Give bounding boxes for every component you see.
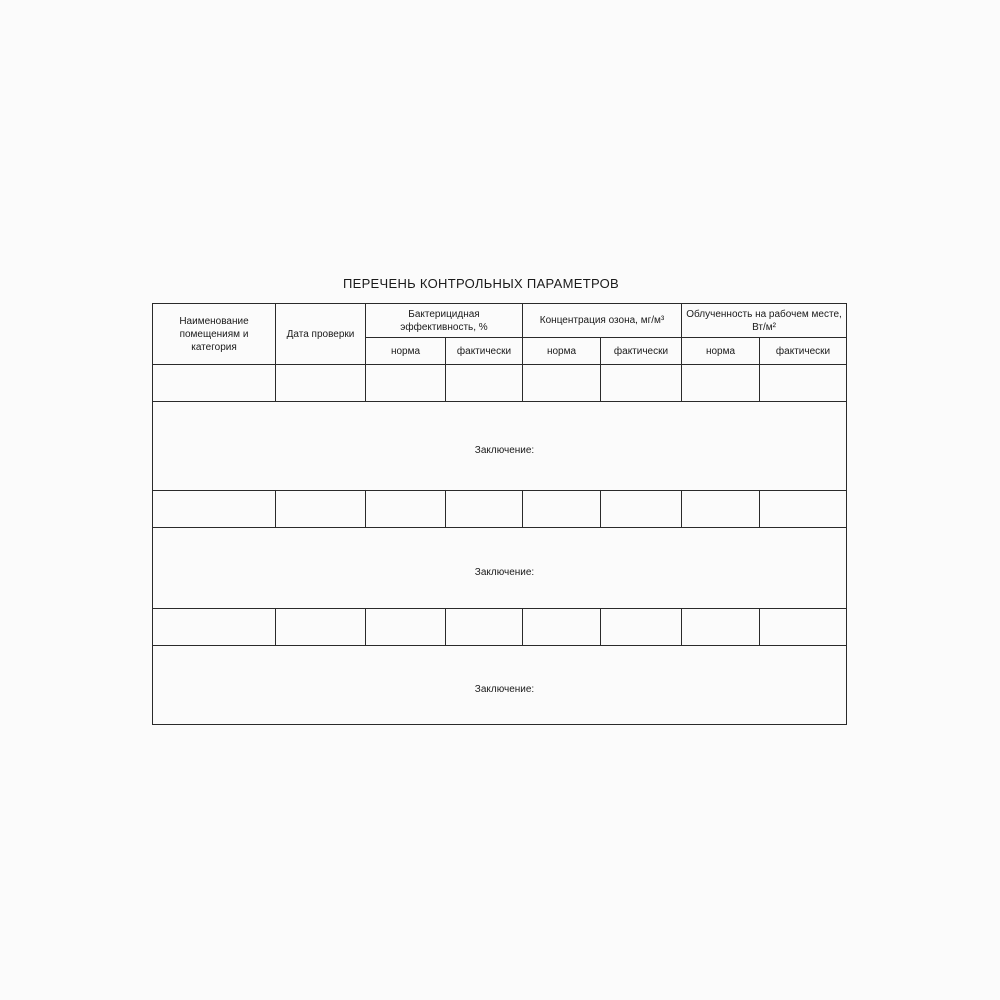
header-check-date: Дата проверки (276, 304, 366, 365)
date-cell[interactable] (276, 365, 366, 402)
irradiance-norm-cell[interactable] (682, 365, 760, 402)
header-bactericidal-efficiency: Бактерицидная эффективность, % (366, 304, 523, 338)
date-cell[interactable] (276, 609, 366, 646)
header-norm: норма (523, 338, 601, 365)
form-title: ПЕРЕЧЕНЬ КОНТРОЛЬНЫХ ПАРАМЕТРОВ (342, 276, 620, 291)
room-name-cell[interactable] (153, 491, 276, 528)
ozone-actual-cell[interactable] (601, 365, 682, 402)
control-parameters-table (152, 303, 847, 725)
conclusion-row (153, 528, 847, 609)
header-ozone-concentration: Концентрация озона, мг/м³ (523, 304, 682, 338)
header-norm: норма (682, 338, 760, 365)
bactericidal-actual-cell[interactable] (446, 365, 523, 402)
conclusion-field[interactable] (153, 528, 847, 609)
irradiance-norm-cell[interactable] (682, 609, 760, 646)
room-name-cell[interactable] (153, 609, 276, 646)
conclusion-row (153, 402, 847, 491)
ozone-actual-cell[interactable] (601, 491, 682, 528)
bactericidal-norm-cell[interactable] (366, 491, 446, 528)
header-actual: фактически (760, 338, 847, 365)
conclusion-label: Заключение: (474, 566, 535, 578)
conclusion-label: Заключение: (474, 444, 535, 456)
bactericidal-actual-cell[interactable] (446, 609, 523, 646)
header-irradiance: Облученность на рабочем месте, Вт/м² (682, 304, 847, 338)
ozone-norm-cell[interactable] (523, 609, 601, 646)
table-row (153, 365, 847, 402)
irradiance-actual-cell[interactable] (760, 365, 847, 402)
irradiance-actual-cell[interactable] (760, 491, 847, 528)
conclusion-field[interactable] (153, 402, 847, 491)
room-name-cell[interactable] (153, 365, 276, 402)
conclusion-row (153, 646, 847, 725)
table-row (153, 491, 847, 528)
bactericidal-norm-cell[interactable] (366, 365, 446, 402)
header-actual: фактически (446, 338, 523, 365)
header-room-name: Наименование помещениям и категория (153, 304, 276, 365)
header-actual: фактически (601, 338, 682, 365)
table-row (153, 609, 847, 646)
bactericidal-norm-cell[interactable] (366, 609, 446, 646)
bactericidal-actual-cell[interactable] (446, 491, 523, 528)
ozone-norm-cell[interactable] (523, 365, 601, 402)
ozone-norm-cell[interactable] (523, 491, 601, 528)
conclusion-label: Заключение: (474, 683, 535, 695)
irradiance-norm-cell[interactable] (682, 491, 760, 528)
irradiance-actual-cell[interactable] (760, 609, 847, 646)
header-norm: норма (366, 338, 446, 365)
ozone-actual-cell[interactable] (601, 609, 682, 646)
date-cell[interactable] (276, 491, 366, 528)
conclusion-field[interactable] (153, 646, 847, 725)
